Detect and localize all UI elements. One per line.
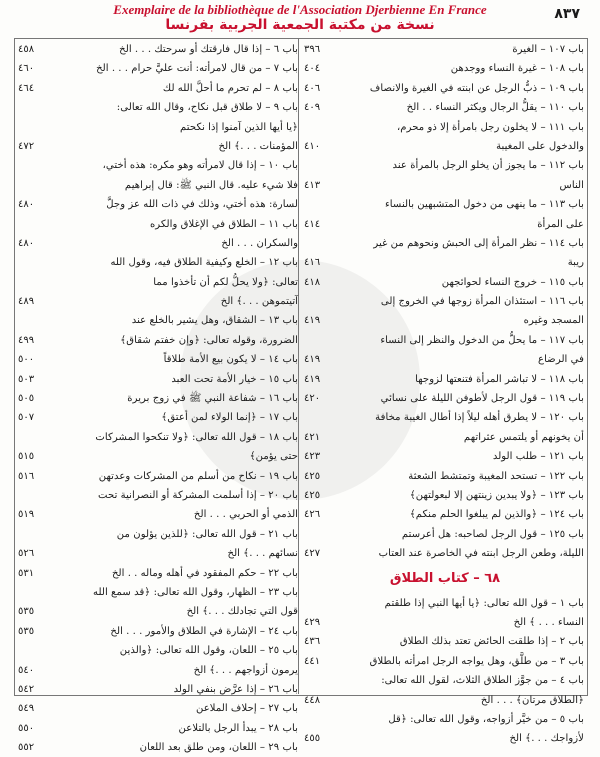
entry-page-number: ٥٤٩ bbox=[18, 703, 35, 715]
index-entry bbox=[304, 389, 586, 408]
entry-title: باب ١١٠ – يقلُّ الرجال ويكثر النساء . . الخ bbox=[406, 102, 584, 114]
entry-page-number: ٥٠٧ bbox=[18, 412, 35, 424]
entry-title: باب ٢٧ – إحلاف الملاعن bbox=[195, 703, 298, 715]
entry-title: والسكران . . . الخ bbox=[221, 237, 298, 249]
index-entry bbox=[18, 98, 300, 117]
index-entry bbox=[304, 525, 586, 544]
entry-page-number: ٣٩٦ bbox=[304, 44, 321, 55]
index-entry bbox=[18, 622, 300, 641]
entry-page-number: ٤٦٠ bbox=[18, 63, 35, 75]
entry-page-number: ٤٤٨ bbox=[304, 694, 321, 706]
entry-title: باب ٢٠ – إذا أسلمت المشركة أو النصرانية تحت bbox=[97, 489, 298, 501]
index-entry bbox=[304, 156, 586, 175]
entry-title: باب ١١١ – لا يخلون رجل بامرأة إلا ذو محرم، bbox=[396, 121, 584, 133]
entry-page-number: ٥٤٠ bbox=[18, 664, 35, 676]
entry-page-number: ٤٢٥ bbox=[304, 489, 321, 501]
entry-page-number: ٥٣١ bbox=[18, 567, 35, 579]
entry-page-number: ٤١٤ bbox=[304, 218, 321, 230]
entry-title: باب ٨ – لم تحرم ما أحلَّ الله لك bbox=[162, 82, 298, 94]
entry-title: باب ١١٥ – خروج النساء لحوائجهن bbox=[441, 276, 584, 288]
index-entry bbox=[18, 486, 300, 505]
entry-title: باب ١١٦ – استئذان المرأة زوجها في الخروج إلى bbox=[380, 296, 584, 308]
entry-title: باب ١٢١ – طلب الولد bbox=[492, 451, 584, 463]
entry-title: باب ١١٤ – نظر المرأة إلى الحبش ونحوهم من غير bbox=[373, 237, 584, 249]
entry-title: ﴿يا أيها الذين آمنوا إذا نكحتم bbox=[180, 121, 298, 133]
entry-title: باب ٢ – إذا طلقت الحائض تعتد بذلك الطلاق bbox=[399, 636, 584, 648]
index-entry bbox=[304, 505, 586, 524]
index-entry bbox=[18, 195, 300, 214]
index-entry bbox=[304, 428, 586, 447]
entry-title: باب ١٢٤ – ﴿والذين لم يبلغوا الحلم منكم﴾ bbox=[409, 509, 584, 521]
entry-title: النساء . . . ﴾ الخ bbox=[513, 616, 584, 628]
entry-title: باب ١٠٩ – ذبُّ الرجل عن ابنته في الغيرة والانصاف bbox=[369, 82, 584, 94]
entry-page-number: ٤٥٥ bbox=[304, 733, 321, 745]
index-entry bbox=[304, 350, 586, 369]
entry-page-number: ٤٧٢ bbox=[18, 140, 35, 152]
entry-page-number: ٤٢٣ bbox=[304, 451, 321, 463]
index-entry bbox=[18, 59, 300, 78]
entry-title: باب ٦ – إذا قال فارقتك أو سرحتك . . . الخ bbox=[119, 44, 298, 55]
entry-page-number: ٤١٨ bbox=[304, 276, 321, 288]
entry-title: باب ١٢ – الخلع وكيفية الطلاق فيه، وقول الله bbox=[110, 257, 298, 269]
entry-page-number: ٥٠٠ bbox=[18, 354, 35, 366]
entry-page-number: ٥١٥ bbox=[18, 451, 35, 463]
index-entry bbox=[304, 710, 586, 729]
entry-title: باب ١٢٣ – ﴿ولا يبدين زينتهن إلا لبعولتهن﴾ bbox=[409, 489, 584, 501]
entry-page-number: ٤٨٩ bbox=[18, 296, 35, 308]
entry-page-number: ٤٠٤ bbox=[304, 63, 321, 75]
entry-title: لأزواجك . . .﴾ الخ bbox=[509, 733, 584, 745]
entry-page-number: ٥٥٠ bbox=[18, 722, 35, 734]
index-entry bbox=[18, 350, 300, 369]
index-entry bbox=[304, 652, 586, 671]
index-entry bbox=[304, 215, 586, 234]
index-entry bbox=[18, 738, 300, 757]
entry-page-number: ٥٣٥ bbox=[18, 606, 35, 618]
entry-title: المسجد وغيره bbox=[523, 315, 584, 327]
entry-page-number: ٤٨٠ bbox=[18, 199, 35, 211]
index-entry bbox=[304, 118, 586, 137]
entry-page-number: ٤٩٩ bbox=[18, 334, 35, 346]
index-entry bbox=[304, 59, 586, 78]
entry-title: باب ١٠٨ – غيرة النساء ووجدهن bbox=[450, 63, 584, 75]
entry-page-number: ٤١٦ bbox=[304, 257, 321, 269]
entry-title: باب ١١٩ – قول الرجل لأطوفن الليلة على نسائي bbox=[380, 393, 584, 405]
index-entry bbox=[18, 253, 300, 272]
entry-title: في الرضاع bbox=[538, 354, 584, 366]
index-entry bbox=[304, 671, 586, 690]
index-entry bbox=[304, 331, 586, 350]
index-entry bbox=[304, 544, 586, 563]
entry-title: ريبة bbox=[567, 257, 584, 269]
entry-title: باب ١٢٠ – لا يطرق أهله ليلاً إذا أطال الغيبة مخافة bbox=[375, 412, 584, 424]
entry-title: باب ٢١ – قول الله تعالى: ﴿للذين يؤلون من bbox=[116, 528, 298, 540]
entry-title: باب ١١ – الطلاق في الإغلاق والكره bbox=[149, 218, 298, 230]
index-entry bbox=[18, 40, 300, 59]
entry-title: الذمي أو الحربي . . . الخ bbox=[193, 509, 298, 521]
entry-title: آتيتموهن . . .﴾ الخ bbox=[220, 296, 298, 308]
index-entry bbox=[304, 137, 586, 156]
index-entry bbox=[18, 699, 300, 718]
entry-title: باب ٢٩ – اللعان، ومن طلق بعد اللعان bbox=[139, 742, 298, 754]
library-header-french: Exemplaire de la bibliothèque de l'Association Djerbienne En France bbox=[113, 2, 487, 17]
entry-page-number: ٤١٠ bbox=[304, 140, 321, 152]
index-entry bbox=[304, 40, 586, 59]
entry-title: فلا شيء عليه. قال النبي ﷺ: قال إبراهيم bbox=[124, 179, 298, 191]
entry-page-number: ٤٥٨ bbox=[18, 44, 35, 55]
entry-title: باب ١٦ – شفاعة النبي ﷺ في زوج بريرة bbox=[127, 393, 298, 405]
index-entry bbox=[18, 602, 300, 621]
entry-page-number: ٤٢١ bbox=[304, 431, 321, 443]
entry-title: باب ١٢٥ – قول الرجل لصاحبه: هل أعرستم bbox=[401, 528, 584, 540]
index-entry bbox=[304, 370, 586, 389]
entry-title: باب ٢٥ – اللعان، وقول الله تعالى: ﴿والذين bbox=[119, 645, 298, 657]
entry-title: حتى يؤمن﴾ bbox=[249, 451, 298, 463]
page-number: ٨٣٧ bbox=[554, 6, 580, 22]
entry-title: الناس bbox=[559, 179, 584, 191]
index-entry bbox=[304, 632, 586, 651]
index-entry bbox=[18, 215, 300, 234]
index-entry bbox=[18, 273, 300, 292]
index-entry bbox=[304, 234, 586, 253]
entry-title: باب ١١٣ – ما ينهى من دخول المتشبهين بالنساء bbox=[384, 199, 584, 211]
index-entry bbox=[304, 486, 586, 505]
entry-title: باب ١ – قول الله تعالى: ﴿يا أيها النبي إذا طلقتم bbox=[384, 597, 584, 609]
entry-title: باب ٢٦ – إذا عرَّض بنفي الولد bbox=[173, 683, 298, 695]
index-entry bbox=[18, 234, 300, 253]
index-column-right bbox=[304, 40, 586, 749]
entry-page-number: ٤٢٥ bbox=[304, 470, 321, 482]
index-entry bbox=[18, 467, 300, 486]
index-column-left bbox=[18, 40, 300, 757]
index-entry bbox=[18, 156, 300, 175]
index-entry bbox=[18, 583, 300, 602]
entry-page-number: ٥٠٣ bbox=[18, 373, 35, 385]
entry-title: باب ١٥ – خيار الأمة تحت العبد bbox=[171, 373, 298, 385]
index-entry bbox=[18, 641, 300, 660]
entry-title: باب ١٤ – لا يكون بيع الأمة طلاقاً bbox=[163, 354, 298, 366]
entry-page-number: ٤١٩ bbox=[304, 354, 321, 366]
entry-title: باب ١٢٢ – تستحد المغيبة وتمتشط الشعثة bbox=[408, 470, 584, 482]
entry-title: لسارة: هذه أختي، وذلك في ذات الله عز وجلَّ bbox=[106, 199, 298, 211]
index-entry bbox=[18, 389, 300, 408]
entry-title: باب ١١٢ – ما يجوز أن يخلو الرجل بالمرأة عند bbox=[392, 160, 584, 172]
index-entry bbox=[18, 176, 300, 195]
entry-page-number: ٥١٩ bbox=[18, 509, 35, 521]
index-entry bbox=[18, 311, 300, 330]
entry-page-number: ٤١٩ bbox=[304, 373, 321, 385]
entry-page-number: ٥٥٢ bbox=[18, 742, 35, 754]
entry-page-number: ٤٣٦ bbox=[304, 636, 321, 648]
entry-title: باب ٢٤ – الإشارة في الطلاق والأمور . . . الخ bbox=[110, 625, 298, 637]
entry-page-number: ٤١٣ bbox=[304, 179, 321, 191]
entry-title: تعالى: ﴿ولا يحلُّ لكم أن تأخذوا مما bbox=[153, 276, 298, 288]
entry-page-number: ٥١٦ bbox=[18, 470, 35, 482]
entry-title: باب ١٩ – نكاح من أسلم من المشركات وعدتهن bbox=[98, 470, 298, 482]
entry-title: نسائهم . . .﴾ الخ bbox=[227, 548, 298, 560]
entry-title: المؤمنات . . .﴾ الخ bbox=[218, 140, 298, 152]
chapter-title: ٦٨ – كتاب الطلاق bbox=[389, 570, 501, 586]
entry-page-number: ٥٣٥ bbox=[18, 625, 35, 637]
index-entry bbox=[304, 613, 586, 632]
entry-title: على المرأة bbox=[537, 218, 584, 230]
entry-title: باب ٢٢ – حكم المفقود في أهله وماله . . الخ bbox=[111, 567, 298, 579]
index-entry bbox=[304, 98, 586, 117]
library-header-arabic: نسخة من مكتبة الجمعية الجربية بفرنسا bbox=[165, 17, 435, 33]
entry-page-number: ٥٠٥ bbox=[18, 393, 35, 405]
index-entry bbox=[18, 118, 300, 137]
index-entry bbox=[18, 544, 300, 563]
entry-title: باب ٣ – من طلَّق، وهل يواجه الرجل امرأته بالطلاق bbox=[369, 655, 584, 667]
index-entry bbox=[18, 428, 300, 447]
entry-title: الليلة، وطعن الرجل ابنته في الخاصرة عند العتاب bbox=[378, 548, 584, 560]
entry-title: باب ٢٨ – يبدأ الرجل بالتلاعن bbox=[178, 722, 298, 734]
index-entry bbox=[18, 447, 300, 466]
entry-page-number: ٤٢٦ bbox=[304, 509, 321, 521]
entry-page-number: ٥٢٦ bbox=[18, 548, 35, 560]
entry-title: باب ١٠ – إذا قال لامرأته وهو مكره: هذه أختي، bbox=[102, 160, 298, 172]
entry-page-number: ٤٤١ bbox=[304, 655, 321, 667]
entry-title: باب ١٣ – الشقاق، وهل يشير بالخلع عند bbox=[131, 315, 298, 327]
index-entry bbox=[304, 253, 586, 272]
entry-title: باب ٧ – من قال لامرأته: أنت عليَّ حرام . . . الخ bbox=[96, 63, 298, 75]
index-entry bbox=[18, 525, 300, 544]
entry-title: باب ١٨ – قول الله تعالى: ﴿ولا تنكحوا المشركات bbox=[95, 431, 298, 443]
index-entry bbox=[304, 292, 586, 311]
index-entry bbox=[18, 370, 300, 389]
entry-title: باب ١١٨ – لا تباشر المرأة فتنعتها لزوجها bbox=[415, 373, 584, 385]
index-entry bbox=[18, 79, 300, 98]
index-entry bbox=[18, 719, 300, 738]
index-entry bbox=[304, 79, 586, 98]
index-entry bbox=[304, 195, 586, 214]
entry-page-number: ٤٠٩ bbox=[304, 102, 321, 114]
index-entry bbox=[304, 467, 586, 486]
entry-page-number: ٤٨٠ bbox=[18, 237, 35, 249]
entry-title: الضرورة، وقوله تعالى: ﴿وإن خفتم شقاق﴾ bbox=[120, 334, 298, 346]
entry-title: باب ٩ – لا طلاق قبل نكاح، وقال الله تعالى: bbox=[116, 102, 298, 114]
index-entry bbox=[304, 729, 586, 748]
index-entry bbox=[304, 408, 586, 427]
index-entry bbox=[18, 505, 300, 524]
entry-title: قول التي تجادلك . . .﴾ الخ bbox=[186, 606, 298, 618]
entry-title: يرمون أزواجهم . . .﴾ الخ bbox=[193, 664, 298, 676]
index-entry bbox=[304, 594, 586, 613]
entry-title: باب ١١٧ – ما يحلُّ من الدخول والنظر إلى النساء bbox=[380, 334, 584, 346]
index-entry bbox=[304, 311, 586, 330]
entry-title: باب ٤ – من جوَّز الطلاق الثلاث، لقول الله تعالى: bbox=[381, 675, 584, 687]
index-entry bbox=[18, 292, 300, 311]
index-entry bbox=[304, 273, 586, 292]
index-entry bbox=[18, 408, 300, 427]
entry-title: ﴿الطلاق مرتان﴾ . . . الخ bbox=[480, 694, 584, 706]
index-entry bbox=[304, 691, 586, 710]
entry-page-number: ٤١٩ bbox=[304, 315, 321, 327]
entry-page-number: ٤٢٩ bbox=[304, 616, 321, 628]
index-entry bbox=[304, 447, 586, 466]
entry-title: أن يخونهم أو يلتمس عثراتهم bbox=[463, 431, 584, 443]
entry-title: والدخول على المغيبة bbox=[496, 140, 584, 152]
entry-page-number: ٥٤٢ bbox=[18, 683, 35, 695]
entry-title: باب ١٧ – ﴿إنما الولاء لمن أعتق﴾ bbox=[161, 412, 298, 424]
index-entry bbox=[304, 176, 586, 195]
entry-page-number: ٤٢٧ bbox=[304, 548, 321, 560]
index-entry bbox=[18, 137, 300, 156]
entry-page-number: ٤٦٤ bbox=[18, 82, 35, 94]
index-entry bbox=[18, 661, 300, 680]
entry-title: باب ١٠٧ – الغيرة bbox=[512, 44, 584, 55]
entry-page-number: ٤٢٠ bbox=[304, 393, 321, 405]
entry-page-number: ٤٠٦ bbox=[304, 82, 321, 94]
entry-title: باب ٢٣ – الظهار، وقول الله تعالى: ﴿قد سمع الله bbox=[93, 586, 298, 598]
index-entry bbox=[18, 564, 300, 583]
index-entry bbox=[18, 331, 300, 350]
entry-title: باب ٥ – من خيَّر أزواجه، وقول الله تعالى: ﴿قل bbox=[388, 713, 584, 725]
index-entry bbox=[18, 680, 300, 699]
